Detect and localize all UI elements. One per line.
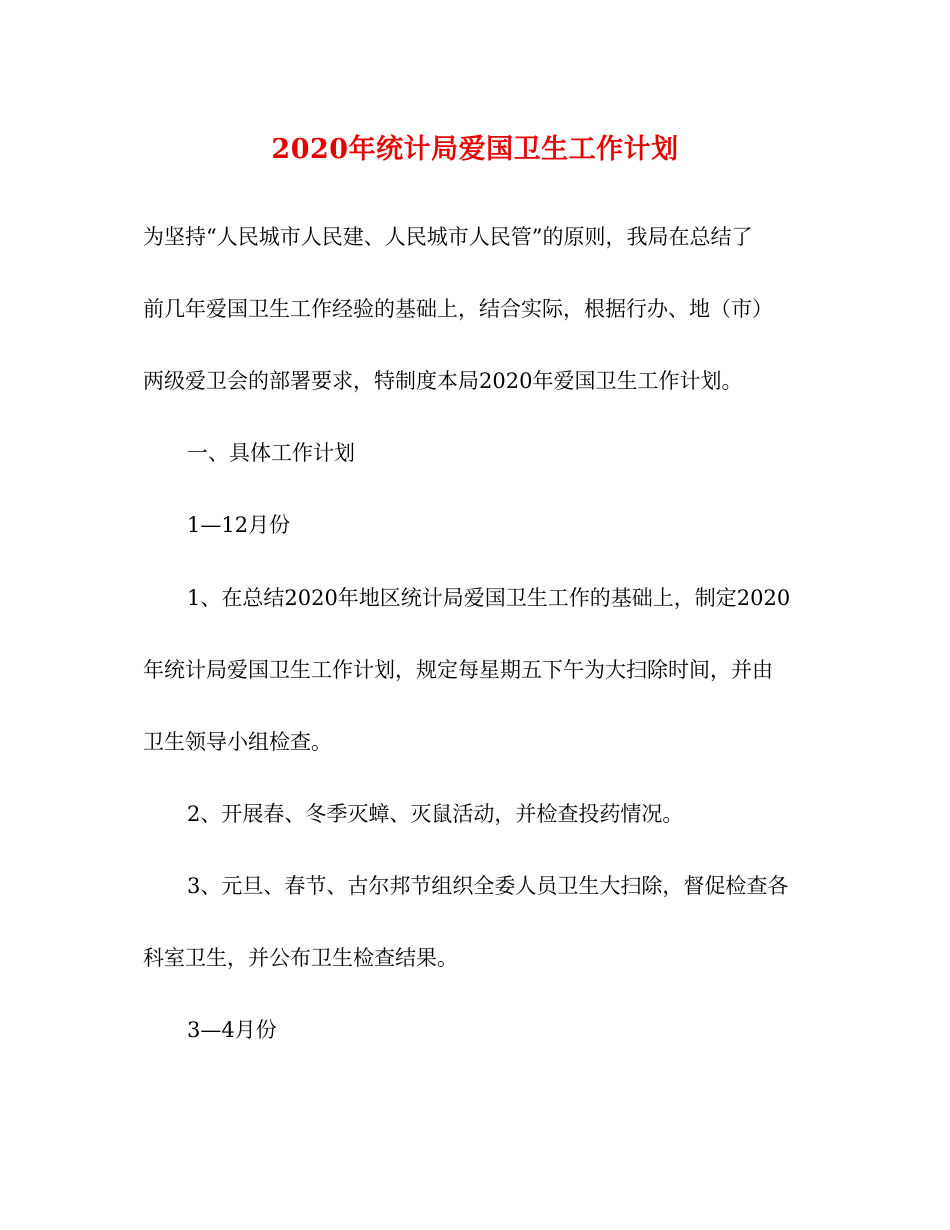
paragraph-line: 科室卫生，并公布卫生检查结果。 xyxy=(143,946,458,970)
paragraph-line: 前几年爱国卫生工作经验的基础上，结合实际，根据行办、地（市） xyxy=(143,297,773,321)
document-title: 2020年统计局爱国卫生工作计划 xyxy=(271,134,679,165)
section-heading: 一、具体工作计划 xyxy=(187,441,355,465)
paragraph-line: 1、在总结2020年地区统计局爱国卫生工作的基础上，制定2020 xyxy=(187,586,791,610)
paragraph-line: 卫生领导小组检查。 xyxy=(143,730,332,754)
paragraph-line: 年统计局爱国卫生工作计划，规定每星期五下午为大扫除时间，并由 xyxy=(143,658,773,682)
paragraph-line: 为坚持“人民城市人民建、人民城市人民管”的原则，我局在总结了 xyxy=(143,225,753,249)
period-heading: 1—12月份 xyxy=(187,513,291,537)
paragraph-line: 两级爱卫会的部署要求，特制度本局2020年爱国卫生工作计划。 xyxy=(143,369,743,393)
paragraph-line: 3、元旦、春节、古尔邦节组织全委人员卫生大扫除，督促检查各 xyxy=(187,874,789,898)
paragraph-line: 2、开展春、冬季灭蟑、灭鼠活动，并检查投药情况。 xyxy=(187,802,684,826)
period-heading: 3—4月份 xyxy=(187,1018,277,1042)
